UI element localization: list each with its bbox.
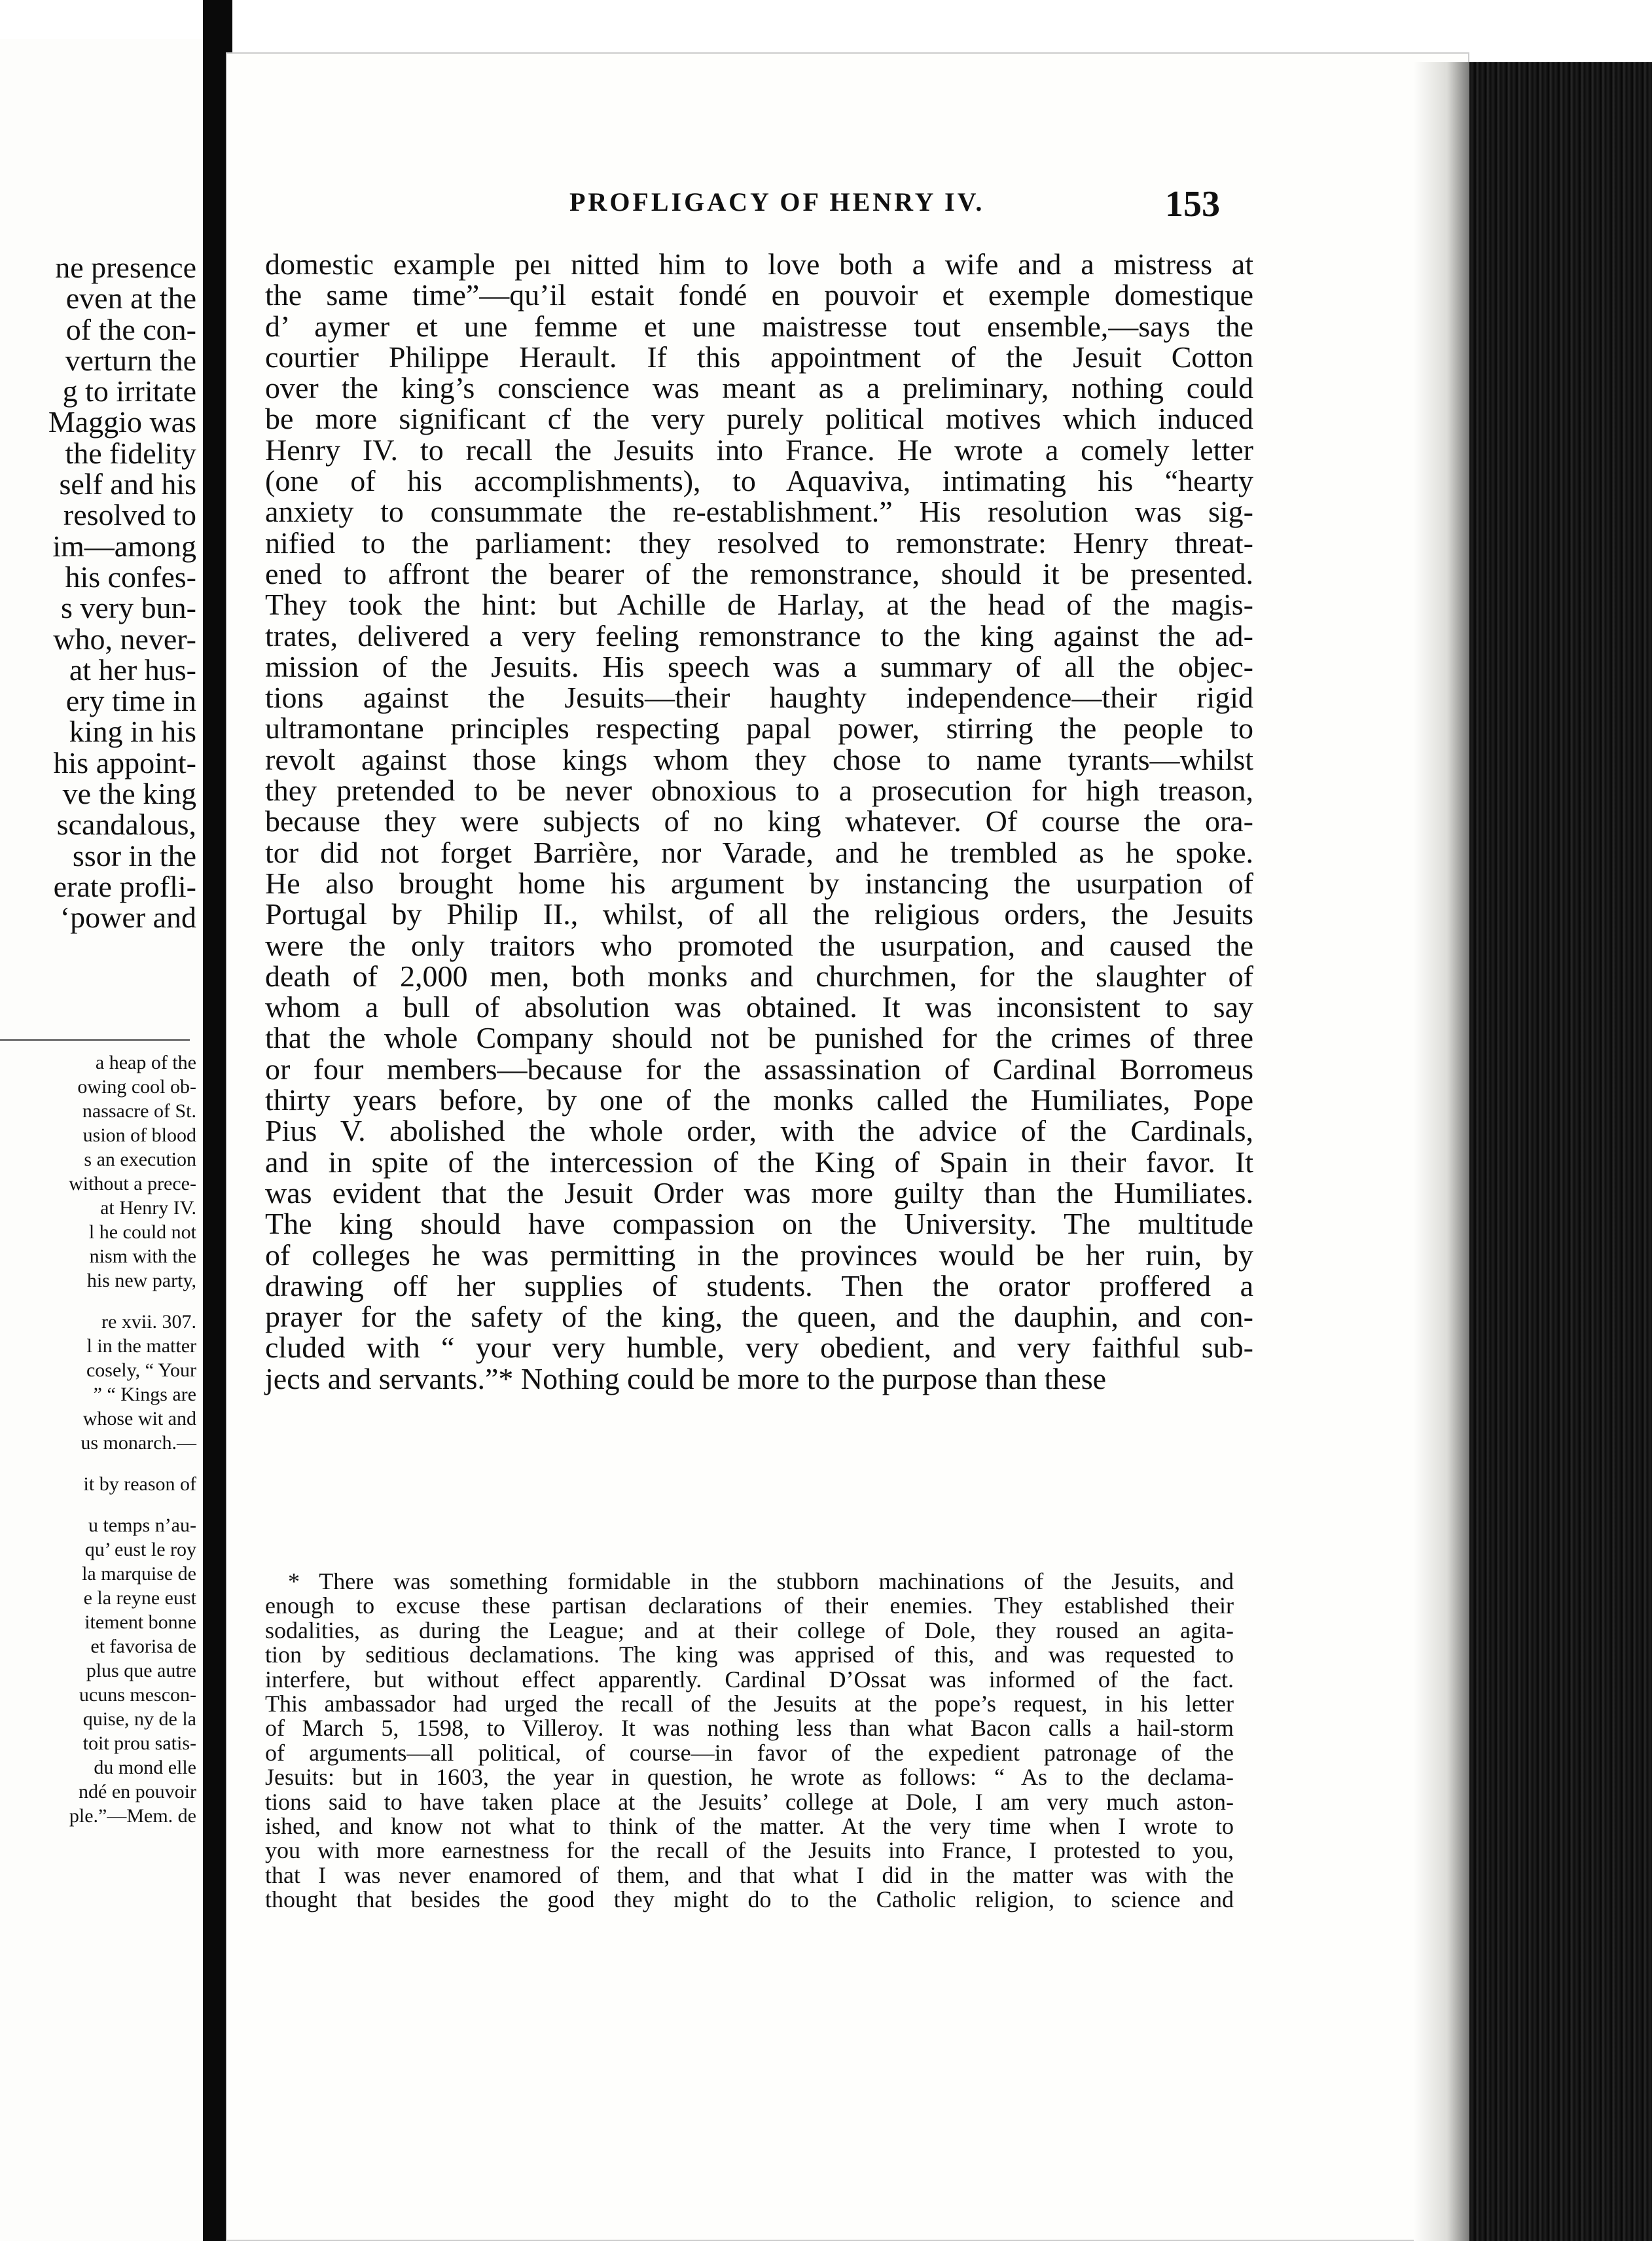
facing-page-note-line: e la reyne eust bbox=[83, 1587, 196, 1609]
body-line: they pretended to be never obnoxious to a prosecution for high treason, bbox=[265, 774, 1253, 808]
facing-page-note-line: l in the matter bbox=[86, 1335, 196, 1357]
footnote-line: This ambassador had urged the recall of the Jesuits at the pope’s request, in his letter bbox=[265, 1691, 1234, 1717]
facing-page-line: g to irritate bbox=[62, 374, 196, 408]
body-line: Portugal by Philip II., whilst, of all the religious orders, the Jesuits bbox=[265, 897, 1253, 931]
facing-page-note-line: plus que autre bbox=[86, 1660, 196, 1681]
body-line: tions against the Jesuits—their haughty independence—their rigid bbox=[265, 681, 1253, 715]
facing-page-note-line: whose wit and bbox=[82, 1408, 196, 1429]
facing-page-note-line: us monarch.— bbox=[81, 1432, 196, 1454]
facing-page-note-line: u temps n’au- bbox=[88, 1515, 196, 1536]
body-line: nified to the parliament: they resolved to remonstrate: Henry threat- bbox=[265, 526, 1253, 560]
body-line: jects and servants.”* Nothing could be more to the purpose than these bbox=[265, 1361, 1107, 1395]
facing-page-line: ve the king bbox=[62, 777, 196, 811]
body-line: were the only traitors who promoted the usurpation, and caused the bbox=[265, 928, 1253, 962]
body-line: the same time”—qu’il estait fondé en pouvoir et exemple domestique bbox=[265, 278, 1253, 312]
facing-page-note-line: his new party, bbox=[86, 1270, 196, 1291]
footnote-line: tions said to have taken place at the Jesuits’ college at Dole, I am very much aston- bbox=[265, 1788, 1234, 1815]
facing-page-line: ssor in the bbox=[72, 838, 196, 872]
facing-page-note-line: la marquise de bbox=[82, 1563, 196, 1585]
body-line: whom a bull of absolution was obtained. It was inconsistent to say bbox=[265, 990, 1253, 1024]
facing-page-line: ery time in bbox=[65, 684, 196, 718]
facing-page-line: his appoint- bbox=[53, 745, 196, 780]
footnote-line: tion by seditious declamations. The king was apprised of this, and was requested to bbox=[265, 1641, 1234, 1668]
body-text bbox=[265, 249, 1253, 1394]
facing-page-note-line: owing cool ob- bbox=[77, 1076, 196, 1098]
facing-page-text bbox=[0, 252, 196, 933]
body-line: courtier Philippe Herault. If this appointment of the Jesuit Cotton bbox=[265, 340, 1253, 374]
facing-page-footnotes bbox=[0, 1050, 196, 1828]
facing-page-line: at her hus- bbox=[69, 653, 196, 687]
facing-page-line: his confes- bbox=[65, 560, 196, 594]
facing-page-line: resolved to bbox=[63, 498, 196, 532]
facing-page-note-line: s an execution bbox=[84, 1149, 196, 1170]
body-line: mission of the Jesuits. His speech was a summary of all the objec- bbox=[265, 649, 1253, 683]
body-line: domestic example peı nitted him to love both a wife and a mistress at bbox=[265, 247, 1253, 281]
facing-page-line: s very bun- bbox=[61, 591, 196, 625]
footnote-line: Jesuits: but in 1603, the year in question, he wrote as follows: “ As to the declama- bbox=[265, 1764, 1234, 1791]
body-line: Henry IV. to recall the Jesuits into France. He wrote a comely letter bbox=[265, 433, 1253, 467]
body-line: Pius V. abolished the whole order, with the advice of the Cardinals, bbox=[265, 1114, 1253, 1148]
body-line: The king should have compassion on the University. The multitude bbox=[265, 1207, 1253, 1241]
body-line: over the king’s conscience was meant as a preliminary, nothing could bbox=[265, 371, 1253, 405]
facing-page-note-line: et favorisa de bbox=[90, 1636, 196, 1657]
body-line: tor did not forget Barrière, nor Varade, and he trembled as he spoke. bbox=[265, 835, 1253, 869]
body-line: ultramontane principles respecting papal power, stirring the people to bbox=[265, 711, 1253, 745]
body-line: (one of his accomplishments), to Aquaviva, intimating his “hearty bbox=[265, 464, 1253, 498]
facing-page-line: even at the bbox=[65, 281, 196, 315]
facing-page-line: verturn the bbox=[65, 343, 196, 377]
facing-page-note-line: nassacre of St. bbox=[82, 1100, 196, 1122]
facing-page-line: king in his bbox=[69, 715, 196, 749]
body-line: drawing off her supplies of students. Then the orator proffered a bbox=[265, 1268, 1253, 1302]
book-fore-edge bbox=[1469, 62, 1652, 2241]
page-edge-shadow bbox=[1414, 62, 1469, 2241]
facing-page-note-line: quise, ny de la bbox=[82, 1708, 196, 1730]
facing-page-note-line: du mond elle bbox=[94, 1757, 196, 1778]
body-line: revolt against those kings whom they chose to name tyrants—whilst bbox=[265, 742, 1253, 776]
facing-page-note-line: nism with the bbox=[89, 1246, 196, 1267]
facing-page-line: who, never- bbox=[53, 622, 196, 656]
footnote-line: of March 5, 1598, to Villeroy. It was nothing less than what Bacon calls a hail-storm bbox=[265, 1715, 1234, 1742]
body-line: cluded with “ your very humble, very obedient, and very faithful sub- bbox=[265, 1331, 1253, 1365]
facing-page-line: Maggio was bbox=[48, 405, 196, 439]
facing-page-line: scandalous, bbox=[56, 808, 196, 842]
facing-page-note-line: l he could not bbox=[88, 1221, 196, 1243]
body-line: of colleges he was permitting in the provinces would be her ruin, by bbox=[265, 1238, 1253, 1272]
facing-page-line: of the con- bbox=[65, 312, 196, 346]
body-line: or four members—because for the assassination of Cardinal Borromeus bbox=[265, 1052, 1253, 1086]
facing-page-note-line bbox=[0, 1496, 196, 1513]
facing-page-note-line: ndé en pouvoir bbox=[79, 1781, 196, 1802]
facing-page-note-line: at Henry IV. bbox=[100, 1197, 196, 1219]
footnote-text bbox=[265, 1569, 1234, 1912]
body-line: and in spite of the intercession of the King of Spain in their favor. It bbox=[265, 1145, 1253, 1179]
facing-page-note-line bbox=[0, 1293, 196, 1310]
footnote-line: ished, and know not what to think of the matter. At the very time when I wrote to bbox=[265, 1813, 1234, 1840]
facing-page-line: erate profli- bbox=[53, 869, 196, 903]
body-line: death of 2,000 men, both monks and churchmen, for the slaughter of bbox=[265, 959, 1253, 993]
body-line: He also brought home his argument by instancing the usurpation of bbox=[265, 866, 1253, 900]
facing-page-note-line: a heap of the bbox=[95, 1052, 196, 1073]
facing-page-note-line: toit prou satis- bbox=[82, 1732, 196, 1754]
body-line: d’ aymer et une femme et une maistresse tout ensemble,—says the bbox=[265, 309, 1253, 343]
facing-page-note-line: usion of blood bbox=[82, 1124, 196, 1146]
facing-page-note-line: ple.”—Mem. de bbox=[69, 1805, 196, 1827]
footnote-line: interfere, but without effect apparently. Cardinal D’Ossat was informed of the fact. bbox=[265, 1666, 1234, 1693]
running-head: PROFLIGACY OF HENRY IV. bbox=[569, 187, 985, 217]
facing-page-note-line: itement bonne bbox=[84, 1611, 196, 1633]
body-line: that the whole Company should not be punished for the crimes of three bbox=[265, 1021, 1253, 1055]
facing-page-line: self and his bbox=[59, 467, 196, 501]
footnote-line: of arguments—all political, of course—in favor of the expedient patronage of the bbox=[265, 1739, 1234, 1766]
facing-page-note-line: cosely, “ Your bbox=[86, 1359, 196, 1381]
body-line: because they were subjects of no king whatever. Of course the ora- bbox=[265, 804, 1253, 838]
footnote-line: enough to excuse these partisan declarations of their enemies. They established their bbox=[265, 1592, 1234, 1619]
body-line: They took the hint: but Achille de Harlay, at the head of the magis- bbox=[265, 588, 1253, 622]
facing-page-note-line: ucuns mescon- bbox=[79, 1684, 196, 1706]
facing-page-note-line bbox=[0, 1455, 196, 1472]
body-line: trates, delivered a very feeling remonstrance to the king against the ad- bbox=[265, 619, 1253, 653]
body-line: prayer for the safety of the king, the queen, and the dauphin, and con- bbox=[265, 1300, 1253, 1334]
facing-page-line: im—among bbox=[52, 529, 196, 563]
body-line: was evident that the Jesuit Order was more guilty than the Humiliates. bbox=[265, 1175, 1253, 1210]
facing-page-note-line: qu’ eust le roy bbox=[84, 1539, 196, 1560]
body-line: be more significant cf the very purely political motives which induced bbox=[265, 402, 1253, 436]
page-number: 153 bbox=[1165, 184, 1220, 224]
footnote-line: you with more earnestness for the recall of the Jesuits into France, I protested to you, bbox=[265, 1837, 1234, 1864]
body-line: thirty years before, by one of the monks called the Humiliates, Pope bbox=[265, 1083, 1253, 1117]
footnote-line: * There was something formidable in the stubborn machinations of the Jesuits, and bbox=[288, 1568, 1234, 1594]
body-line: anxiety to consummate the re-establishment.” His resolution was sig- bbox=[265, 495, 1253, 529]
facing-page-line: the fidelity bbox=[65, 436, 196, 470]
facing-page-line: ne presence bbox=[55, 251, 196, 284]
footnote-rule-left bbox=[0, 1039, 190, 1041]
footnote-line: that I was never enamored of them, and that what I did in the matter was with the bbox=[265, 1861, 1234, 1888]
facing-page-note-line: it by reason of bbox=[83, 1473, 196, 1495]
facing-page-line: ‘power and bbox=[60, 901, 196, 935]
body-line: ened to affront the bearer of the remonstrance, should it be presented. bbox=[265, 556, 1253, 590]
footnote-line: thought that besides the good they might do to the Catholic religion, to science and bbox=[265, 1886, 1234, 1913]
facing-page-note-line: ” “ Kings are bbox=[93, 1384, 196, 1405]
facing-page-note-line: re xvii. 307. bbox=[101, 1311, 196, 1333]
footnote-line: sodalities, as during the League; and at their college of Dole, they roused an agita- bbox=[265, 1617, 1234, 1643]
facing-page-note-line: without a prece- bbox=[69, 1173, 196, 1194]
